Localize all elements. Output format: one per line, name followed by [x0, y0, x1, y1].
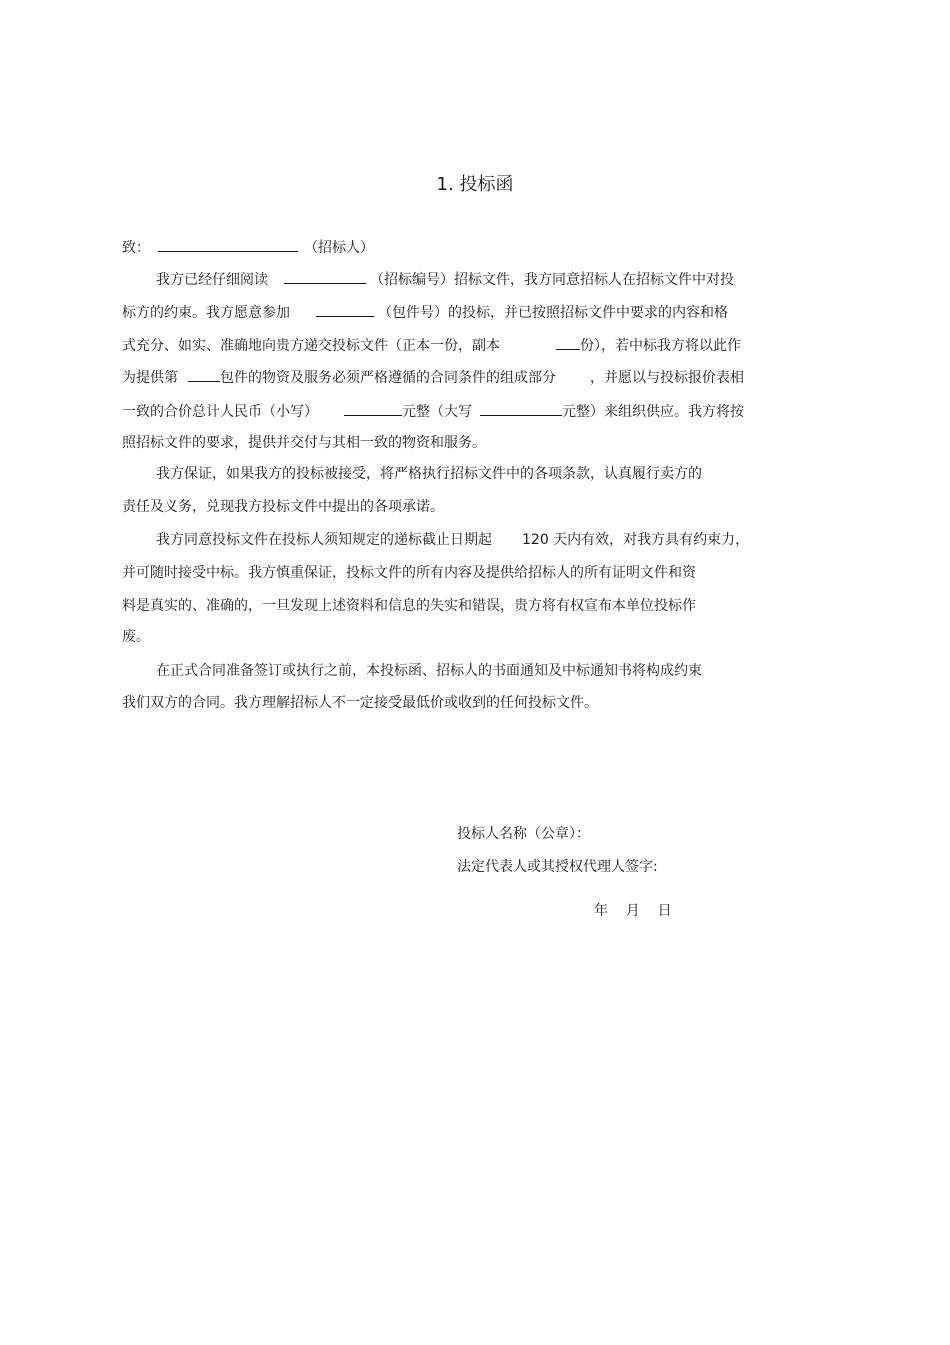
- addressee-suffix: （招标人）: [304, 240, 374, 256]
- para1-line1: [156, 269, 734, 289]
- para1-line4: [122, 367, 744, 387]
- para1-line3: [122, 335, 741, 355]
- date-label: 年 月 日: [594, 903, 672, 919]
- para2-line1: 我方保证，如果我方的投标被接受，将严格执行招标文件中的各项条款，认真履行卖方的: [156, 466, 702, 482]
- para3-line1: [156, 531, 749, 549]
- para1-text: 标方的约束。我方愿意参加: [122, 305, 290, 321]
- bidder-name-label: 投标人名称（公章）：: [457, 826, 590, 842]
- representative-signature-label: 法定代表人或其授权代理人签字:: [457, 859, 658, 875]
- para3-line4: 废。: [122, 629, 150, 645]
- package-number-blank[interactable]: [316, 302, 374, 317]
- addressee-prefix: 致：: [122, 240, 150, 256]
- copies-blank[interactable]: [556, 335, 580, 350]
- para3-text: 我方同意投标文件在投标人须知规定的递标截止日期起: [156, 532, 492, 548]
- para4-line2: 我们双方的合同。我方理解招标人不一定接受最低价或收到的任何投标文件。: [122, 695, 598, 711]
- para1-text: （招标编号）招标文件，我方同意招标人在招标文件中对投: [370, 272, 734, 288]
- para1-text: ，并愿以与投标报价表相: [590, 370, 744, 386]
- para1-text: 份），若中标我方将以此作: [580, 338, 741, 354]
- para1-text: 我方已经仔细阅读: [156, 272, 268, 288]
- para3-line3: 料是真实的、准确的，一旦发现上述资料和信息的失实和错误，贵方将有权宣布本单位投标作: [122, 598, 696, 614]
- addressee-blank[interactable]: [158, 237, 298, 252]
- para1-text: 式充分、如实、准确地向贵方递交投标文件（正本一份，副本: [122, 338, 500, 354]
- para4-line1: 在正式合同准备签订或执行之前，本投标函、招标人的书面通知及中标通知书将构成约束: [156, 663, 702, 679]
- para1-text: 一致的合价总计人民币（小写）: [122, 404, 318, 420]
- para1-line6: 照招标文件的要求，提供并交付与其相一致的物资和服务。: [122, 435, 486, 451]
- validity-days-text: 120 天内有效，对我方具有约束力，: [522, 532, 750, 548]
- para1-line2: [122, 302, 728, 322]
- page-title: 1. 投标函: [436, 174, 514, 195]
- amount-lowercase-blank[interactable]: [344, 401, 402, 416]
- amount-uppercase-blank[interactable]: [480, 401, 562, 416]
- para1-line5: [122, 401, 744, 421]
- para2-line2: 责任及义务，兑现我方投标文件中提出的各项承诺。: [122, 499, 444, 515]
- addressee-line: [122, 237, 374, 257]
- para1-text: 包件的物资及服务必须严格遵循的合同条件的组成部分: [220, 370, 556, 386]
- para1-text: 元整（大写: [402, 404, 472, 420]
- para1-text: （包件号）的投标，并已按照招标文件中要求的内容和格: [378, 305, 728, 321]
- package-blank[interactable]: [188, 367, 220, 382]
- para3-line2: 并可随时接受中标。我方慎重保证，投标文件的所有内容及提供给招标人的所有证明文件和资: [122, 565, 696, 581]
- tender-number-blank[interactable]: [284, 269, 366, 284]
- para1-text: 元整）来组织供应。我方将按: [562, 404, 744, 420]
- para1-text: 为提供第: [122, 370, 178, 386]
